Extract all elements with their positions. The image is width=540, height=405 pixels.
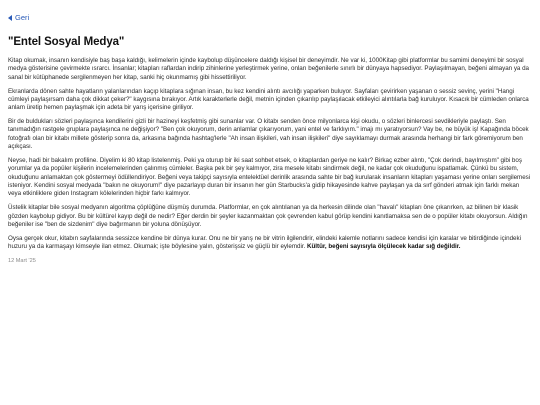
post-paragraph: Üstelik kitaplar bile sosyal medyanın algoritma çöplüğüne düşmüş durumda. Platformlar, en çok alıntılanan ya da herkesin dilinde olan "havalı" kitapları öne çıkarırken, az bilinen bir klasik gözden kaybolup gidiyor. Bu bir kültürel kayıp değil de nedir? Eğer derdin bir şeyler kazanmaktan çok çevrenden kabul görüp kendini kanıtlamaksa sen de o popüler kitabı okuyorsun. Aldığın beğeniler ise "ben de sizdenim" diye bağırmanın bir yoluna dönüşüyor. xyxy=(8,204,528,228)
post-body xyxy=(8,57,532,251)
post-paragraph: Bir de buldukları sözleri paylaşınca kendilerini gizli bir hazineyi keşfetmiş gibi sunanlar var. O kitabı senden önce milyonlarca kişi okudu, o sözleri binlercesi sevdikleriyle paylaştı. Sen tanımadığın rastgele gruplara paylaşınca ne değişiyor? "Ben çok okuyorum, derin anlamlar çıkarıyorum, yani entel ve farklıyım." imajı mı yaratıyorsun? Vay be, ne büyük iş! Kapağında böcek fotoğrafı olan bir kitabı millete gösterip sonra da, arkasına bağında hashtag'lerle "Ah insan ilişkileri, vah insan ilişkileri" diye sayıklamayı durmak arasında herhangi bir fark göremiyorum ben açıkçası. xyxy=(8,118,529,151)
post-paragraph: Ekranlarda dönen sahte hayatların yalanlarından kaçıp kitaplara sığınan insan, bu kez kendini alıntı avcılığı yaparken buluyor. Sayfaları çevirirken yaşanan o sessiz sevinç, yerini "Hangi cümleyi paylaşırsam daha çok dikkat çeker?" kaygısına bırakıyor. Artık karakterlerle değil, metnin içinden çıkarılıp paylaşılacak etkileyici alıntılarla bağ kuruluyor. Kısacık bir cümleden onlarca anlam üretip hemen paylaşmak için adeta bir yarış içerisine giriliyor. xyxy=(8,87,529,112)
closing-statement: Kültür, beğeni sayısıyla ölçülecek kadar sığ değildir. xyxy=(307,243,461,251)
back-arrow-icon xyxy=(8,15,12,21)
post-title: "Entel Sosyal Medya" xyxy=(8,36,125,48)
post-date: 12 Mart '25 xyxy=(8,257,36,264)
post-paragraph: Kitap okumak, insanın kendisiyle baş başa kaldığı, kelimelerin içinde kaybolup düşüncelere daldığı kişisel bir deneyimdir. Ne var ki, 1000Kitap gibi platformlar bu samimi deneyimi bir sosyal medya gösterisine çevirmekte ısrarcı. İnsanlar; kitapları raflardan indirip zihinlerine yerleştirmek yerine, onları beğenilerle sınırlı bir dünyaya hapsediyor. Paylaşılmayan, beğeni almayan ya da sanal bir kütüphanede sergilenmeyen her kitap, sanki hiç okunmamış gibi hissettiriliyor. xyxy=(8,57,530,81)
post-paragraph: Neyse, hadi bir bakalım profiline. Diyelim ki 80 kitap listelenmiş. Peki ya oturup bir iki saat sohbet etsek, o kitaplardan geriye ne kalır? Birkaç ezber alıntı, "Çok derindi, bayılmıştım" gibi boş yorumlar ya da popüler kişilerin incelemelerinden çalınmış cümleler. Başka pek bir şey kalmıyor, zira mesele kitabı sindirmek değil, ne kadar çok okuduğunu ispatlamak. Çünkü bu sistem, okuduğunu anlamaktan çok göstermeyi ödüllendiriyor. Beğeni veya takipçi sayısıyla entelektüel derinlik arasında sahte bir bağ kurularak insanların kitapları yaşaması yerine onları sergilemesi isteniyor. Kendini sosyal medyada "bakın ne okuyorum!" diye pazarlayıp duran bir insanın her gün Starbucks'a gidip hikayesinde kahve paylaşan ya da sırf gönderi atmak için farklı mekan veya etkinliklere giden Instagram kölelerinden hiçbir farkı kalmıyor. xyxy=(8,156,531,198)
final-paragraph-text: Oysa gerçek okur, kitabın sayfalarında sessizce kendine bir dünya kurar. Onu ne bir yarış ne bir vitrin ilgilendirir, elindeki kalemle notlarını sadece kendisi için karalar ve bitirdiğinde içindeki huzuru ya da karmaşayı kimseyle ilan etmez. Okumak; işte böylesine yalın, gösterişsiz ve güçlü bir eylemdir. xyxy=(8,234,521,251)
post-paragraph-final xyxy=(8,235,532,252)
back-link[interactable] xyxy=(8,13,29,23)
back-link-label: Geri xyxy=(15,13,30,22)
